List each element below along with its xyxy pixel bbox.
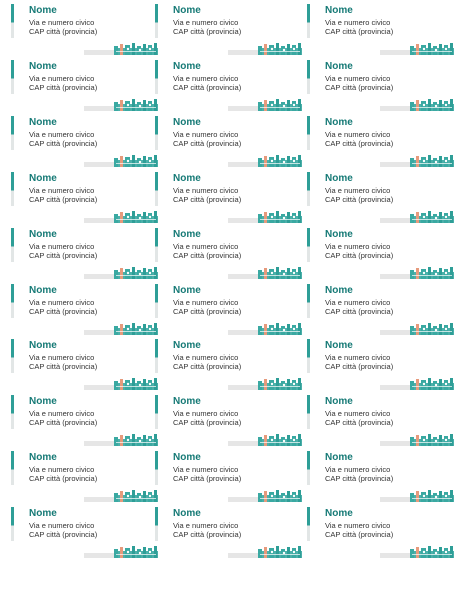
skyline-illustration-icon: [228, 323, 302, 335]
accent-bar: [11, 284, 14, 318]
accent-bar: [155, 60, 158, 94]
label-city: CAP città (provincia): [325, 194, 394, 204]
address-label: [144, 225, 294, 281]
skyline-illustration-icon: [228, 490, 302, 502]
accent-bar: [155, 339, 158, 373]
address-label: [0, 169, 150, 225]
label-city: CAP città (provincia): [173, 362, 242, 372]
label-street: Via e numero civico: [173, 409, 239, 419]
label-city: CAP città (provincia): [29, 474, 98, 484]
label-name: Nome: [173, 508, 201, 520]
label-street: Via e numero civico: [173, 73, 239, 83]
address-label: [144, 1, 294, 57]
address-label: [0, 57, 150, 113]
label-name: Nome: [29, 340, 57, 352]
address-label: [296, 169, 446, 225]
label-street: Via e numero civico: [29, 521, 95, 531]
label-street: Via e numero civico: [29, 129, 95, 139]
accent-bar: [11, 339, 14, 373]
label-name: Nome: [29, 5, 57, 16]
label-name: Nome: [173, 340, 201, 352]
label-city: CAP città (provincia): [173, 250, 242, 260]
label-city: CAP città (provincia): [173, 530, 242, 540]
label-street: Via e numero civico: [29, 185, 95, 195]
accent-bar: [307, 451, 310, 485]
label-city: CAP città (provincia): [173, 27, 242, 36]
label-name: Nome: [173, 396, 201, 408]
accent-bar: [155, 172, 158, 206]
accent-bar: [307, 395, 310, 429]
label-city: CAP città (provincia): [325, 306, 394, 316]
address-label: [296, 504, 446, 560]
address-label: [0, 225, 150, 281]
label-city: CAP città (provincia): [173, 82, 242, 92]
accent-bar: [155, 395, 158, 429]
label-name: Nome: [29, 452, 57, 464]
address-label: [296, 113, 446, 169]
address-label: [296, 448, 446, 504]
address-label: [0, 504, 150, 560]
label-name: Nome: [325, 116, 353, 128]
label-street: Via e numero civico: [29, 353, 95, 363]
label-name: Nome: [29, 284, 57, 296]
label-street: Via e numero civico: [325, 521, 391, 531]
address-label: [144, 336, 294, 392]
label-city: CAP città (provincia): [325, 474, 394, 484]
label-name: Nome: [29, 228, 57, 240]
label-name: Nome: [325, 60, 353, 72]
skyline-illustration-icon: [380, 211, 454, 223]
accent-bar: [155, 507, 158, 541]
address-label: [0, 336, 150, 392]
label-city: CAP città (provincia): [173, 194, 242, 204]
address-label: [296, 1, 446, 57]
accent-bar: [307, 339, 310, 373]
label-street: Via e numero civico: [325, 465, 391, 475]
label-city: CAP città (provincia): [325, 82, 394, 92]
label-street: Via e numero civico: [173, 297, 239, 307]
skyline-illustration-icon: [228, 155, 302, 167]
label-street: Via e numero civico: [173, 465, 239, 475]
label-name: Nome: [29, 396, 57, 408]
accent-bar: [307, 116, 310, 150]
label-name: Nome: [173, 284, 201, 296]
skyline-illustration-icon: [380, 323, 454, 335]
label-name: Nome: [173, 452, 201, 464]
label-city: CAP città (provincia): [325, 418, 394, 428]
label-street: Via e numero civico: [29, 465, 95, 475]
skyline-illustration-icon: [380, 490, 454, 502]
address-label: [144, 113, 294, 169]
label-city: CAP città (provincia): [29, 27, 98, 36]
label-name: Nome: [173, 172, 201, 184]
skyline-illustration-icon: [380, 99, 454, 111]
label-name: Nome: [325, 508, 353, 520]
accent-bar: [155, 228, 158, 262]
label-city: CAP città (provincia): [29, 194, 98, 204]
accent-bar: [155, 4, 158, 38]
label-city: CAP città (provincia): [325, 250, 394, 260]
label-street: Via e numero civico: [173, 241, 239, 251]
skyline-illustration-icon: [228, 211, 302, 223]
label-city: CAP città (provincia): [325, 27, 394, 36]
label-street: Via e numero civico: [325, 18, 391, 27]
label-street: Via e numero civico: [173, 18, 239, 27]
label-name: Nome: [325, 228, 353, 240]
accent-bar: [11, 451, 14, 485]
label-city: CAP città (provincia): [29, 418, 98, 428]
skyline-illustration-icon: [228, 43, 302, 55]
address-label: [0, 1, 150, 57]
label-city: CAP città (provincia): [325, 530, 394, 540]
label-city: CAP città (provincia): [29, 530, 98, 540]
label-name: Nome: [325, 5, 353, 16]
accent-bar: [11, 172, 14, 206]
address-label: [296, 336, 446, 392]
accent-bar: [11, 116, 14, 150]
label-city: CAP città (provincia): [173, 418, 242, 428]
accent-bar: [11, 228, 14, 262]
label-city: CAP città (provincia): [325, 138, 394, 148]
address-label: [144, 281, 294, 337]
label-name: Nome: [173, 228, 201, 240]
label-city: CAP città (provincia): [29, 306, 98, 316]
label-street: Via e numero civico: [325, 129, 391, 139]
label-street: Via e numero civico: [325, 353, 391, 363]
address-label: [144, 448, 294, 504]
label-city: CAP città (provincia): [325, 362, 394, 372]
address-label: [144, 57, 294, 113]
accent-bar: [307, 284, 310, 318]
label-name: Nome: [173, 5, 201, 16]
label-street: Via e numero civico: [325, 241, 391, 251]
address-label: [296, 281, 446, 337]
label-city: CAP città (provincia): [173, 474, 242, 484]
skyline-illustration-icon: [228, 378, 302, 390]
accent-bar: [307, 172, 310, 206]
accent-bar: [307, 4, 310, 38]
label-name: Nome: [29, 172, 57, 184]
label-name: Nome: [29, 508, 57, 520]
accent-bar: [11, 60, 14, 94]
label-name: Nome: [173, 116, 201, 128]
accent-bar: [307, 507, 310, 541]
skyline-illustration-icon: [228, 267, 302, 279]
address-label: [144, 169, 294, 225]
accent-bar: [155, 116, 158, 150]
accent-bar: [155, 451, 158, 485]
label-street: Via e numero civico: [325, 409, 391, 419]
label-city: CAP città (provincia): [29, 250, 98, 260]
address-label: [296, 57, 446, 113]
skyline-illustration-icon: [380, 378, 454, 390]
skyline-illustration-icon: [380, 434, 454, 446]
address-label: [296, 225, 446, 281]
address-label: [144, 392, 294, 448]
accent-bar: [11, 395, 14, 429]
accent-bar: [155, 284, 158, 318]
label-name: Nome: [29, 116, 57, 128]
label-street: Via e numero civico: [325, 73, 391, 83]
label-name: Nome: [325, 284, 353, 296]
label-street: Via e numero civico: [29, 297, 95, 307]
skyline-illustration-icon: [380, 155, 454, 167]
accent-bar: [307, 60, 310, 94]
label-street: Via e numero civico: [29, 409, 95, 419]
label-name: Nome: [325, 452, 353, 464]
label-name: Nome: [173, 60, 201, 72]
label-name: Nome: [29, 60, 57, 72]
label-city: CAP città (provincia): [29, 362, 98, 372]
address-label: [296, 392, 446, 448]
label-street: Via e numero civico: [173, 521, 239, 531]
accent-bar: [11, 507, 14, 541]
address-label: [0, 448, 150, 504]
address-label: [0, 113, 150, 169]
label-street: Via e numero civico: [325, 185, 391, 195]
label-street: Via e numero civico: [29, 241, 95, 251]
label-street: Via e numero civico: [173, 185, 239, 195]
label-city: CAP città (provincia): [29, 82, 98, 92]
label-street: Via e numero civico: [173, 353, 239, 363]
label-city: CAP città (provincia): [173, 138, 242, 148]
label-street: Via e numero civico: [29, 73, 95, 83]
label-city: CAP città (provincia): [173, 306, 242, 316]
skyline-illustration-icon: [380, 546, 454, 558]
skyline-illustration-icon: [228, 434, 302, 446]
address-label: [144, 504, 294, 560]
skyline-illustration-icon: [228, 546, 302, 558]
accent-bar: [11, 4, 14, 38]
skyline-illustration-icon: [380, 43, 454, 55]
label-name: Nome: [325, 340, 353, 352]
skyline-illustration-icon: [228, 99, 302, 111]
address-label: [0, 392, 150, 448]
label-city: CAP città (provincia): [29, 138, 98, 148]
label-street: Via e numero civico: [325, 297, 391, 307]
label-street: Via e numero civico: [173, 129, 239, 139]
address-label: [0, 281, 150, 337]
label-name: Nome: [325, 172, 353, 184]
accent-bar: [307, 228, 310, 262]
label-street: Via e numero civico: [29, 18, 95, 27]
skyline-illustration-icon: [380, 267, 454, 279]
label-name: Nome: [325, 396, 353, 408]
